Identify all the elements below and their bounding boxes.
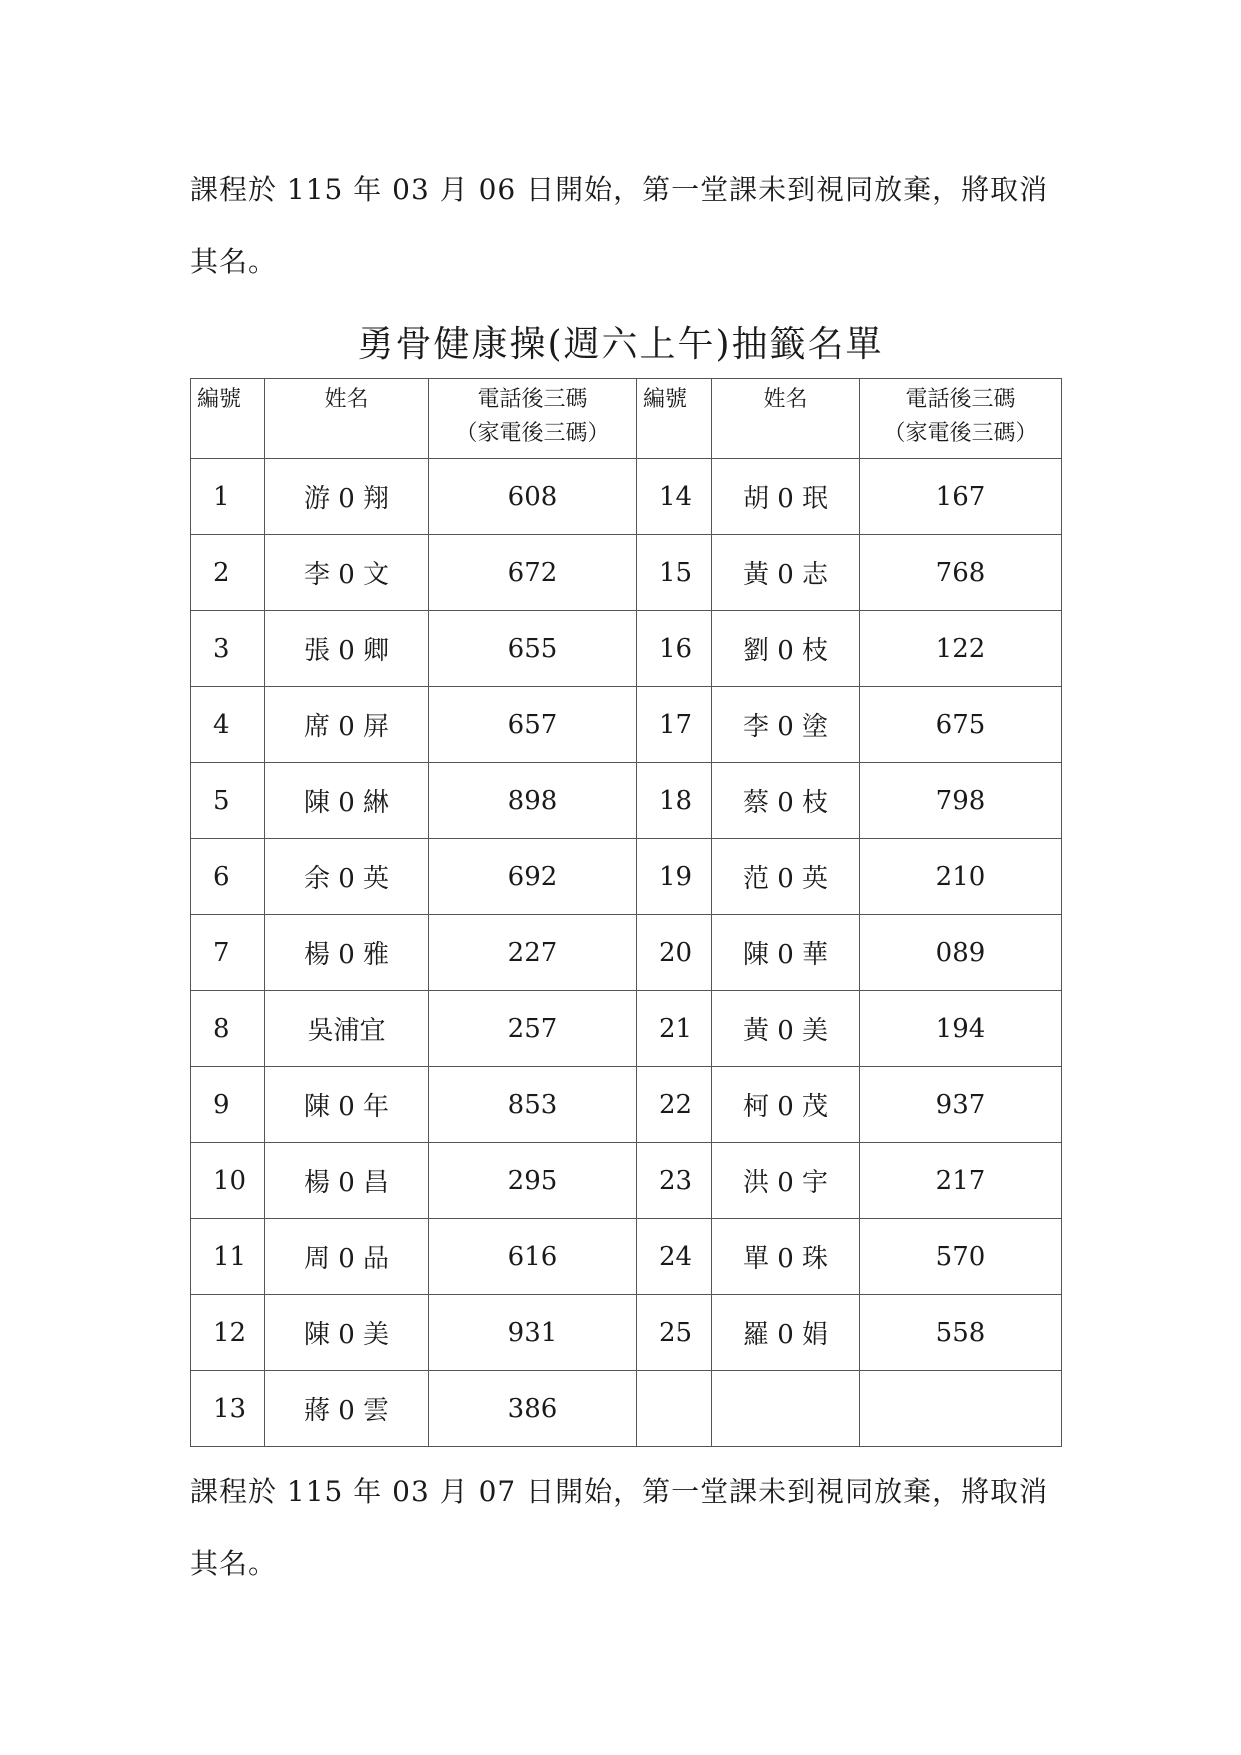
cell-name-left: 席 0 屏 [265,687,429,763]
cell-phone-right: 089 [860,915,1062,991]
cell-name-right: 范 0 英 [712,839,860,915]
cell-name-left: 陳 0 美 [265,1295,429,1371]
cell-name-right: 洪 0 宇 [712,1143,860,1219]
header-phone-right [860,379,1062,459]
cell-phone-left: 386 [429,1371,637,1447]
table-row [191,1219,1062,1295]
cell-phone-left: 227 [429,915,637,991]
cell-phone-left: 608 [429,459,637,535]
cell-name-left: 游 0 翔 [265,459,429,535]
cell-phone-right: 937 [860,1067,1062,1143]
table-row [191,1371,1062,1447]
cell-number-left: 8 [191,991,265,1067]
cell-name-left: 楊 0 雅 [265,915,429,991]
cell-name-right: 羅 0 娟 [712,1295,860,1371]
cell-phone-right: 570 [860,1219,1062,1295]
cell-phone-right: 217 [860,1143,1062,1219]
cell-number-left: 9 [191,1067,265,1143]
table-row [191,991,1062,1067]
cell-number-right: 16 [637,611,712,687]
cell-phone-right: 675 [860,687,1062,763]
cell-name-left: 張 0 卿 [265,611,429,687]
cell-phone-left: 295 [429,1143,637,1219]
header-phone-line1: 電話後三碼 [905,387,1016,412]
cell-number-right: 17 [637,687,712,763]
cell-number-right: 19 [637,839,712,915]
cell-number-left: 3 [191,611,265,687]
cell-number-left: 7 [191,915,265,991]
table-row [191,1295,1062,1371]
cell-number-left: 10 [191,1143,265,1219]
cell-number-right: 14 [637,459,712,535]
cell-phone-right: 167 [860,459,1062,535]
cell-phone-left: 257 [429,991,637,1067]
table-row [191,1143,1062,1219]
roster-table [190,378,1062,1447]
cell-phone-left: 853 [429,1067,637,1143]
cell-phone-left: 655 [429,611,637,687]
cell-name-right: 黃 0 美 [712,991,860,1067]
cell-phone-left: 672 [429,535,637,611]
cell-name-right: 劉 0 枝 [712,611,860,687]
cell-phone-right [860,1371,1062,1447]
header-phone-line2: （家電後三碼） [455,421,610,446]
cell-number-left: 2 [191,535,265,611]
table-row [191,459,1062,535]
cell-name-left: 楊 0 昌 [265,1143,429,1219]
table-row [191,1067,1062,1143]
cell-number-right: 24 [637,1219,712,1295]
cell-name-right: 柯 0 茂 [712,1067,860,1143]
cell-phone-right: 210 [860,839,1062,915]
cell-number-left: 5 [191,763,265,839]
cell-number-right: 21 [637,991,712,1067]
cell-number-left: 11 [191,1219,265,1295]
header-name-left: 姓名 [265,379,429,459]
cell-name-right: 李 0 塗 [712,687,860,763]
table-row [191,687,1062,763]
roster-body [191,459,1062,1447]
cell-number-left: 6 [191,839,265,915]
cell-number-left: 12 [191,1295,265,1371]
header-row [191,379,1062,459]
cell-name-right: 黃 0 志 [712,535,860,611]
cell-phone-right: 558 [860,1295,1062,1371]
cell-name-left: 余 0 英 [265,839,429,915]
cell-phone-left: 692 [429,839,637,915]
header-name-right: 姓名 [712,379,860,459]
page-title: 勇骨健康操(週六上午)抽籤名單 [357,324,884,365]
cell-phone-left: 931 [429,1295,637,1371]
cell-phone-right: 768 [860,535,1062,611]
table-row [191,915,1062,991]
header-number-left: 編號 [191,379,265,459]
cell-name-right [712,1371,860,1447]
header-number-right: 編號 [637,379,712,459]
cell-number-right: 23 [637,1143,712,1219]
table-row [191,535,1062,611]
cell-phone-right: 194 [860,991,1062,1067]
table-row [191,763,1062,839]
cell-number-left: 1 [191,459,265,535]
notice-top: 課程於 115 年 03 月 06 日開始，第一堂課未到視同放棄，將取消其名。 [190,173,1049,278]
cell-name-right: 胡 0 珉 [712,459,860,535]
cell-name-left: 陳 0 綝 [265,763,429,839]
cell-number-left: 4 [191,687,265,763]
cell-phone-left: 657 [429,687,637,763]
cell-number-right: 22 [637,1067,712,1143]
table-row [191,611,1062,687]
cell-name-right: 蔡 0 枝 [712,763,860,839]
cell-number-right: 25 [637,1295,712,1371]
notice-bottom: 課程於 115 年 03 月 07 日開始，第一堂課未到視同放棄，將取消其名。 [190,1475,1049,1580]
cell-name-left: 李 0 文 [265,535,429,611]
cell-phone-right: 122 [860,611,1062,687]
cell-number-left: 13 [191,1371,265,1447]
table-row [191,839,1062,915]
header-phone-left [429,379,637,459]
header-phone-line1: 電話後三碼 [477,387,588,412]
cell-phone-right: 798 [860,763,1062,839]
cell-name-left: 陳 0 年 [265,1067,429,1143]
cell-name-left: 蔣 0 雲 [265,1371,429,1447]
cell-number-right: 15 [637,535,712,611]
cell-number-right: 20 [637,915,712,991]
cell-number-right [637,1371,712,1447]
cell-number-right: 18 [637,763,712,839]
cell-phone-left: 898 [429,763,637,839]
cell-name-left: 周 0 品 [265,1219,429,1295]
cell-name-right: 單 0 珠 [712,1219,860,1295]
cell-name-right: 陳 0 華 [712,915,860,991]
header-phone-line2: （家電後三碼） [883,421,1038,446]
cell-phone-left: 616 [429,1219,637,1295]
cell-name-left: 吳浦宜 [265,991,429,1067]
